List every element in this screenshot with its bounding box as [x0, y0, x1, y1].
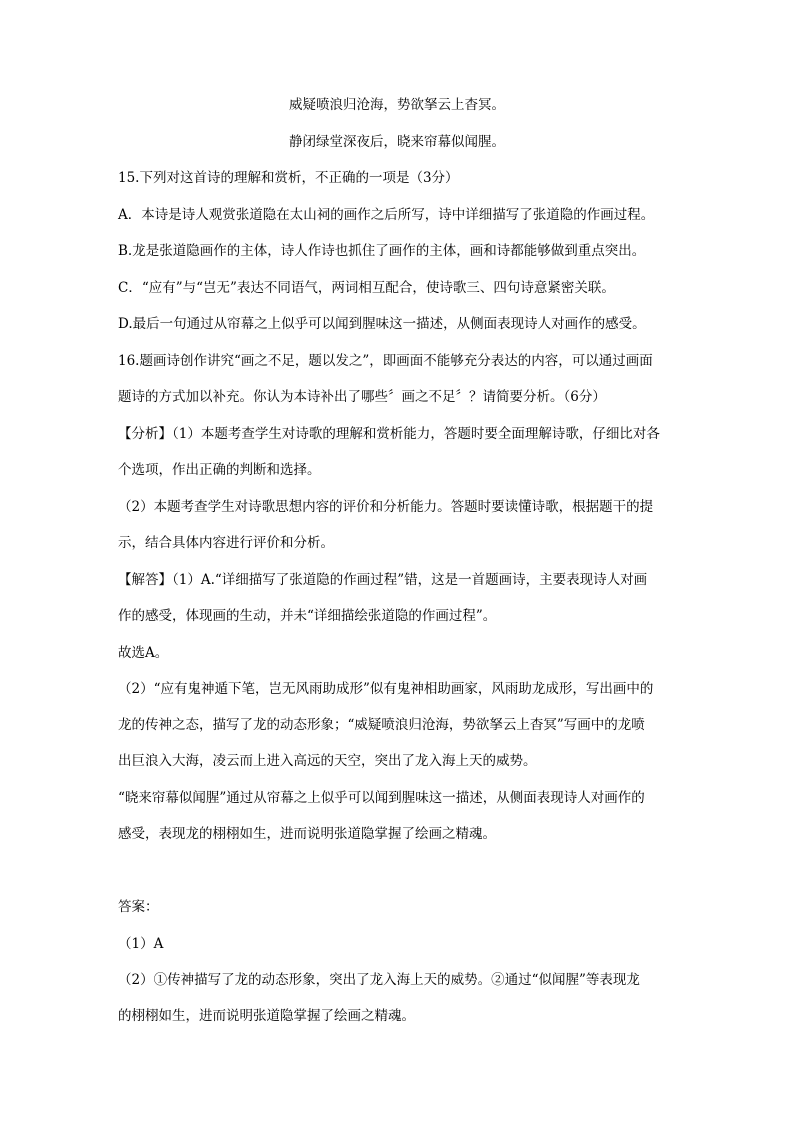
- answer-1: （1）A: [118, 936, 164, 952]
- question-15-option-a: A．本诗是诗人观赏张道隐在太山祠的画作之后所写，诗中详细描写了张道隐的作画过程。: [118, 207, 655, 223]
- question-16-stem-line-1: 16.题画诗创作讲究“画之不足，题以发之”，即画面不能够充分表达的内容，可以通过画面: [118, 353, 653, 369]
- poem-line-1: 威疑喷浪归沧海，势欲拏云上杳冥。: [289, 97, 505, 113]
- answer-2-line-1: （2）①传神描写了龙的动态形象，突出了龙入海上天的威势。②通过“似闻腥”等表现龙: [118, 972, 640, 988]
- solution-paragraph-2-line-1: （2）“应有鬼神遁下笔，岂无风雨助成形”似有鬼神相助画家，风雨助龙成形，写出画中的: [118, 681, 654, 697]
- solution-paragraph-2-line-3: 出巨浪入大海，凌云而上进入高远的天空，突出了龙入海上天的威势。: [118, 753, 537, 769]
- analysis-paragraph-1-line-1: 【分析】（1）本题考查学生对诗歌的理解和赏析能力，答题时要全面理解诗歌，仔细比对各: [118, 426, 660, 442]
- solution-paragraph-1-line-1: 【解答】（1）A.“详细描写了张道隐的作画过程”错，这是一首题画诗，主要表现诗人对画: [118, 572, 648, 588]
- question-15-option-b: B.龙是张道隐画作的主体，诗人作诗也抓住了画作的主体，画和诗都能够做到重点突出。: [118, 243, 646, 259]
- solution-paragraph-3-line-2: 感受，表现龙的栩栩如生，进而说明张道隐掌握了绘画之精魂。: [118, 826, 496, 842]
- question-15-option-d: D.最后一句通过从帘幕之上似乎可以闻到腥味这一描述，从侧面表现诗人对画作的感受。: [118, 316, 646, 332]
- solution-paragraph-3-line-1: “晓来帘幕似闻腥”通过从帘幕之上似乎可以闻到腥味这一描述，从侧面表现诗人对画作的: [118, 790, 645, 806]
- analysis-paragraph-2-line-2: 示，结合具体内容进行评价和分析。: [118, 535, 334, 551]
- question-15-option-c: C．“应有”与“岂无”表达不同语气，两词相互配合，使诗歌三、四句诗意紧密关联。: [118, 280, 615, 296]
- question-16-stem-line-2: 题诗的方式加以补充。你认为本诗补出了哪些〞画之不足〞？请简要分析。（6分）: [118, 389, 606, 405]
- analysis-paragraph-2-line-1: （2）本题考查学生对诗歌思想内容的评价和分析能力。答题时要读懂诗歌，根据题干的提: [118, 499, 654, 515]
- solution-choice: 故选A。: [118, 645, 169, 661]
- poem-line-2: 静闭绿堂深夜后，晓来帘幕似闻腥。: [289, 134, 505, 150]
- answer-label: 答案：: [118, 899, 159, 915]
- answer-2-line-2: 的栩栩如生，进而说明张道隐掌握了绘画之精魂。: [118, 1008, 415, 1024]
- question-15-stem: 15.下列对这首诗的理解和赏析，不正确的一项是（3分）: [118, 170, 459, 186]
- solution-paragraph-1-line-2: 作的感受，体现画的生动，并未“详细描绘张道隐的作画过程”。: [118, 608, 497, 624]
- solution-paragraph-2-line-2: 龙的传神之态，描写了龙的动态形象；“威疑喷浪归沧海，势欲拏云上杳冥”写画中的龙喷: [118, 717, 645, 733]
- analysis-paragraph-1-line-2: 个选项，作出正确的判断和选择。: [118, 462, 321, 478]
